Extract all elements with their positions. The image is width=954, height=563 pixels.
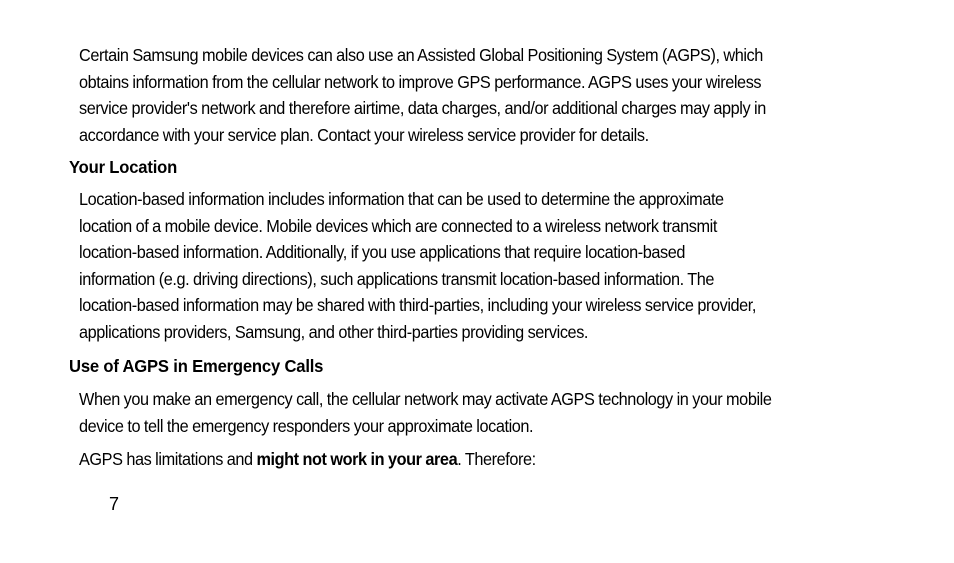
text-line: information (e.g. driving directions), such applications transmit location-based information. The xyxy=(79,268,715,289)
text-line: When you make an emergency call, the cellular network may activate AGPS technology in your mobile xyxy=(79,389,772,409)
text-line: applications providers, Samsung, and other third-parties providing services. xyxy=(79,321,589,342)
page-number: 7 xyxy=(109,494,120,514)
text-line: accordance with your service plan. Contact your wireless service provider for details. xyxy=(79,124,649,145)
text-line: obtains information from the cellular network to improve GPS performance. AGPS uses your wireless xyxy=(79,71,762,92)
text-line: service provider's network and therefore airtime, data charges, and/or additional charges may apply in xyxy=(79,98,766,119)
text-line: device to tell the emergency responders your approximate location. xyxy=(79,415,534,436)
emergency-calls-paragraph xyxy=(79,386,851,439)
text-line: Certain Samsung mobile devices can also use an Assisted Global Positioning System (AGPS), which xyxy=(79,45,763,65)
text-line: Location-based information includes information that can be used to determine the approximate xyxy=(79,189,724,209)
your-location-paragraph xyxy=(79,186,851,346)
text-line xyxy=(79,446,851,473)
your-location-heading: Your Location xyxy=(69,157,178,177)
text-line: location-based information. Additionally, if you use applications that require location-based xyxy=(79,242,686,263)
agps-intro-paragraph xyxy=(79,42,851,148)
text-line: location-based information may be shared with third-parties, including your wireless service provider, xyxy=(79,295,757,316)
limitations-prefix: AGPS has limitations and xyxy=(79,449,257,469)
limitations-bold: might not work in your area xyxy=(256,449,458,469)
limitations-paragraph xyxy=(79,446,851,473)
limitations-suffix: . Therefore: xyxy=(457,449,536,469)
text-line: location of a mobile device. Mobile devices which are connected to a wireless network transmit xyxy=(79,215,717,236)
emergency-calls-heading: Use of AGPS in Emergency Calls xyxy=(69,356,324,376)
